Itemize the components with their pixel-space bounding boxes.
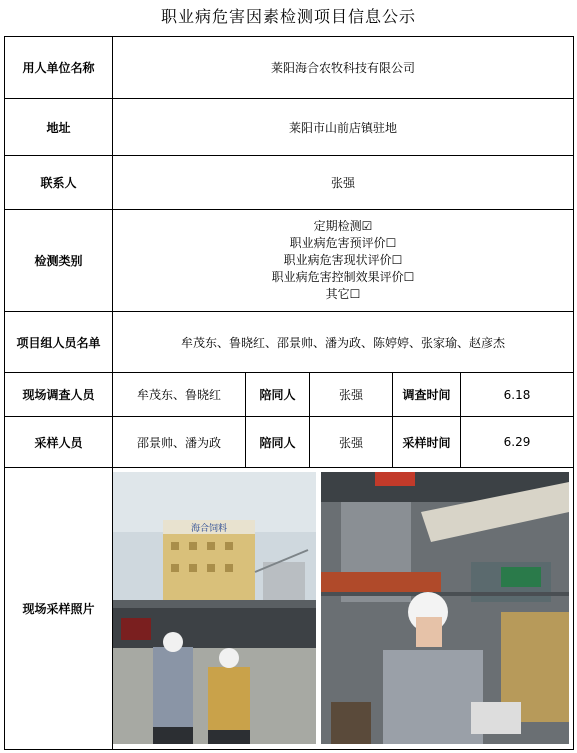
info-table	[4, 36, 574, 750]
contact-row	[5, 156, 574, 210]
photos-cell	[113, 468, 574, 750]
category-option-periodic: 定期检测☑	[313, 219, 373, 233]
team-label: 项目组人员名单	[5, 312, 113, 373]
address-value: 莱阳市山前店镇驻地	[113, 99, 574, 156]
category-option-pre-evaluation: 职业病危害预评价☐	[289, 236, 397, 250]
photos-label: 现场采样照片	[5, 468, 113, 750]
sampling-value: 邵景帅、潘为政	[113, 417, 246, 468]
employer-value: 莱阳海合农牧科技有限公司	[113, 37, 574, 99]
survey-companion-label: 陪同人	[246, 373, 310, 417]
category-row	[5, 210, 574, 312]
photo-factory-exterior	[113, 472, 316, 744]
employer-label: 用人单位名称	[5, 37, 113, 99]
team-row	[5, 312, 574, 373]
sampling-time: 6.29	[461, 417, 574, 468]
category-label: 检测类别	[5, 210, 113, 312]
photo-workshop-sampling-image	[321, 472, 569, 744]
employer-row	[5, 37, 574, 99]
survey-label: 现场调查人员	[5, 373, 113, 417]
address-label: 地址	[5, 99, 113, 156]
survey-value: 牟茂东、鲁晓红	[113, 373, 246, 417]
category-option-status-evaluation: 职业病危害现状评价☐	[283, 253, 403, 267]
address-row	[5, 99, 574, 156]
photo-factory-exterior-image	[113, 472, 316, 744]
sampling-label: 采样人员	[5, 417, 113, 468]
sampling-companion-label: 陪同人	[246, 417, 310, 468]
survey-row	[5, 373, 574, 417]
survey-time: 6.18	[461, 373, 574, 417]
photos-row	[5, 468, 574, 750]
page-title: 职业病危害因素检测项目信息公示	[160, 7, 416, 26]
category-option-control-evaluation: 职业病危害控制效果评价☐	[271, 270, 415, 284]
category-options	[113, 210, 574, 312]
category-option-other: 其它☐	[325, 287, 361, 301]
contact-value: 张强	[113, 156, 574, 210]
factory-sign-text: 海合饲料	[190, 524, 228, 534]
team-value: 牟茂东、鲁晓红、邵景帅、潘为政、陈婷婷、张家瑜、赵彦杰	[113, 312, 574, 373]
sampling-row	[5, 417, 574, 468]
survey-time-label: 调查时间	[393, 373, 461, 417]
photo-area	[113, 468, 573, 749]
sampling-companion: 张强	[310, 417, 393, 468]
sampling-time-label: 采样时间	[393, 417, 461, 468]
survey-companion: 张强	[310, 373, 393, 417]
contact-label: 联系人	[5, 156, 113, 210]
photo-workshop-sampling	[321, 472, 569, 744]
